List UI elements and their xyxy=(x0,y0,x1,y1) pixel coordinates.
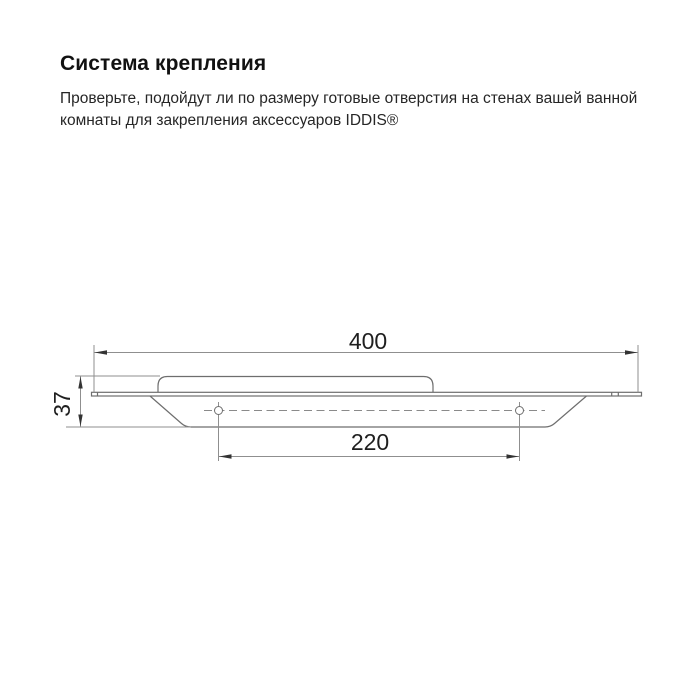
shelf-plate xyxy=(92,392,642,396)
shelf-top-rail xyxy=(158,377,433,393)
dimension-hole-spacing xyxy=(219,429,520,459)
dimension-overall-height xyxy=(49,376,191,427)
dim-label-220: 220 xyxy=(350,429,390,455)
shelf-profile xyxy=(92,377,642,428)
arrowhead-left-icon xyxy=(95,350,108,354)
page-title: Система крепления xyxy=(60,52,267,75)
dimension-overall-width xyxy=(94,328,638,392)
left-mounting-hole xyxy=(215,407,223,415)
arrowhead-down-icon xyxy=(78,415,82,427)
dim-label-400: 400 xyxy=(348,328,388,354)
arrowhead-right-icon xyxy=(507,454,520,458)
arrowhead-up-icon xyxy=(78,377,82,389)
right-mounting-hole xyxy=(516,407,524,415)
dim-label-37: 37 xyxy=(49,391,75,417)
arrowhead-right-icon xyxy=(625,350,638,354)
arrowhead-left-icon xyxy=(219,454,232,458)
page-description: Проверьте, подойдут ли по размеру готовые отверстия на стенах вашей ванной комнаты для закрепления аксессуаров IDDIS® xyxy=(60,90,638,129)
